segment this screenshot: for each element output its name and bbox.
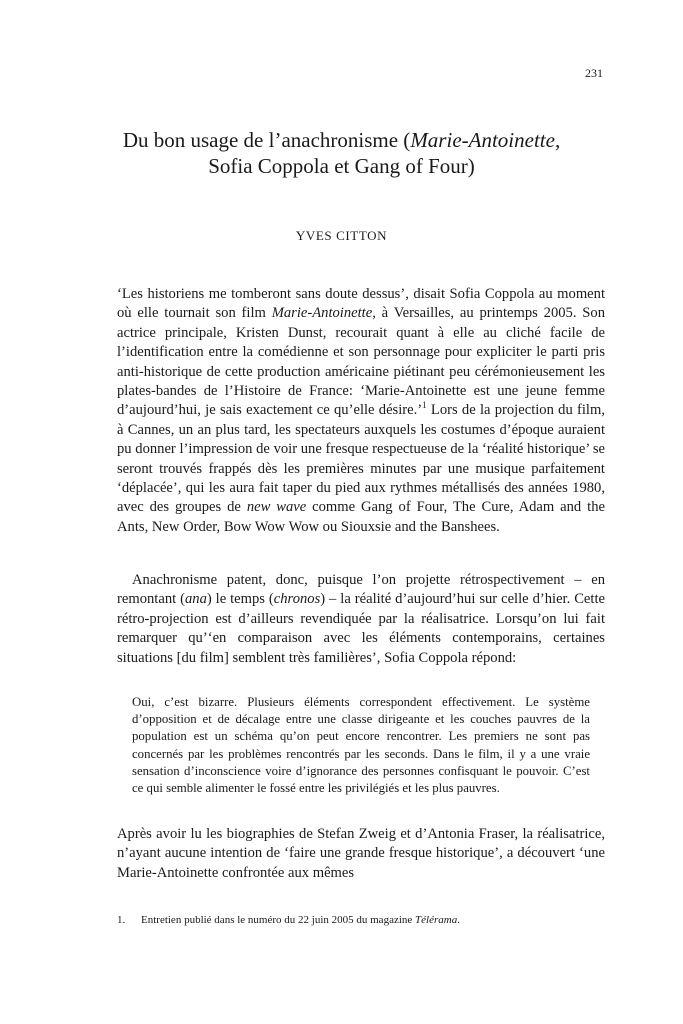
title-line-2: Sofia Coppola et Gang of Four) bbox=[208, 154, 475, 178]
footnote-ref: 1 bbox=[422, 400, 427, 411]
paragraph-2: Anachronisme patent, donc, puisque l’on projette rétrospectivement – en remontant (ana) le temps (chronos) – la réalité d’aujourd’hui sur celle d’hier. Cette rétro-projection est d’ailleurs revendiquée par la réalisatrice. Lorsqu’on lui fait remarquer qu’‘en comparaison avec les éléments contemporains, certaines situations [du film] semblent très familières’, Sofia Coppola répond: bbox=[117, 572, 605, 666]
title-line-1: Du bon usage de l’anachronisme (Marie-Antoinette, bbox=[122, 128, 561, 152]
paragraph-1: ‘Les historiens me tomberont sans doute dessus’, disait Sofia Coppola au moment où elle tournait son film Marie-Antoinette, à Versailles, au printemps 2005. Son actrice principale, Kristen Dunst, recourait quant à elle au cliché facile de l’identification entre la comédienne et son personnage pour expliciter le parti pris anti-historique de cette production américaine piétinant peu cérémonieusement les plates-bandes de l’Histoire de France: ‘Marie-Antoinette est une jeune femme d’aujourd’hui, je sais exactement ce qu’elle désire.’$^1$ Lors de la projection du film, à Cannes, un an plus tard, les spectateurs auxquels les costumes d’époque auraient pu donner l’impression de voir une fresque respectueuse de la ‘réalité historique’ se seront trouvés frappés dès les premières minutes par une musique parfaitement ‘déplacée’, qui les aura fait taper du pied aux rythmes métallisés des années 1980, avec des groupes de new wave comme Gang of Four, The Cure, Adam and the Ants, New Order, Bow Wow Wow ou Siouxsie and the Banshees. bbox=[117, 286, 606, 535]
page-number: 231 bbox=[585, 66, 603, 80]
footnote: 1. Entretien publié dans le numéro du 22 juin 2005 du magazine Télérama. bbox=[117, 914, 460, 926]
footnote-number: 1. bbox=[117, 914, 126, 926]
article-title bbox=[0, 127, 683, 179]
paragraph-3: Après avoir lu les biographies de Stefan Zweig et d’Antonia Fraser, la réalisatrice, n’ayant aucune intention de ‘faire une grande fresque historique’, a découvert ‘une Marie-Antoinette confrontée aux mêmes bbox=[117, 826, 605, 881]
author-name: YVES CITTON bbox=[295, 228, 388, 243]
block-quote: Oui, c’est bizarre. Plusieurs éléments correspondent effectivement. Le système d’opposition et de décalage entre une classe dirigeante et les couches pauvres de la population est un schéma qu’on peut encore rencontrer. Les premiers ne sont pas concernés par les problèmes rencontrés par les seconds. Dans le film, il y a une vraie sensation d’inconscience voire d’ignorance des personnes confisquant le pouvoir. C’est ce qui semble alimenter le fossé entre les privilégiés et les plus pauvres. bbox=[132, 695, 590, 796]
